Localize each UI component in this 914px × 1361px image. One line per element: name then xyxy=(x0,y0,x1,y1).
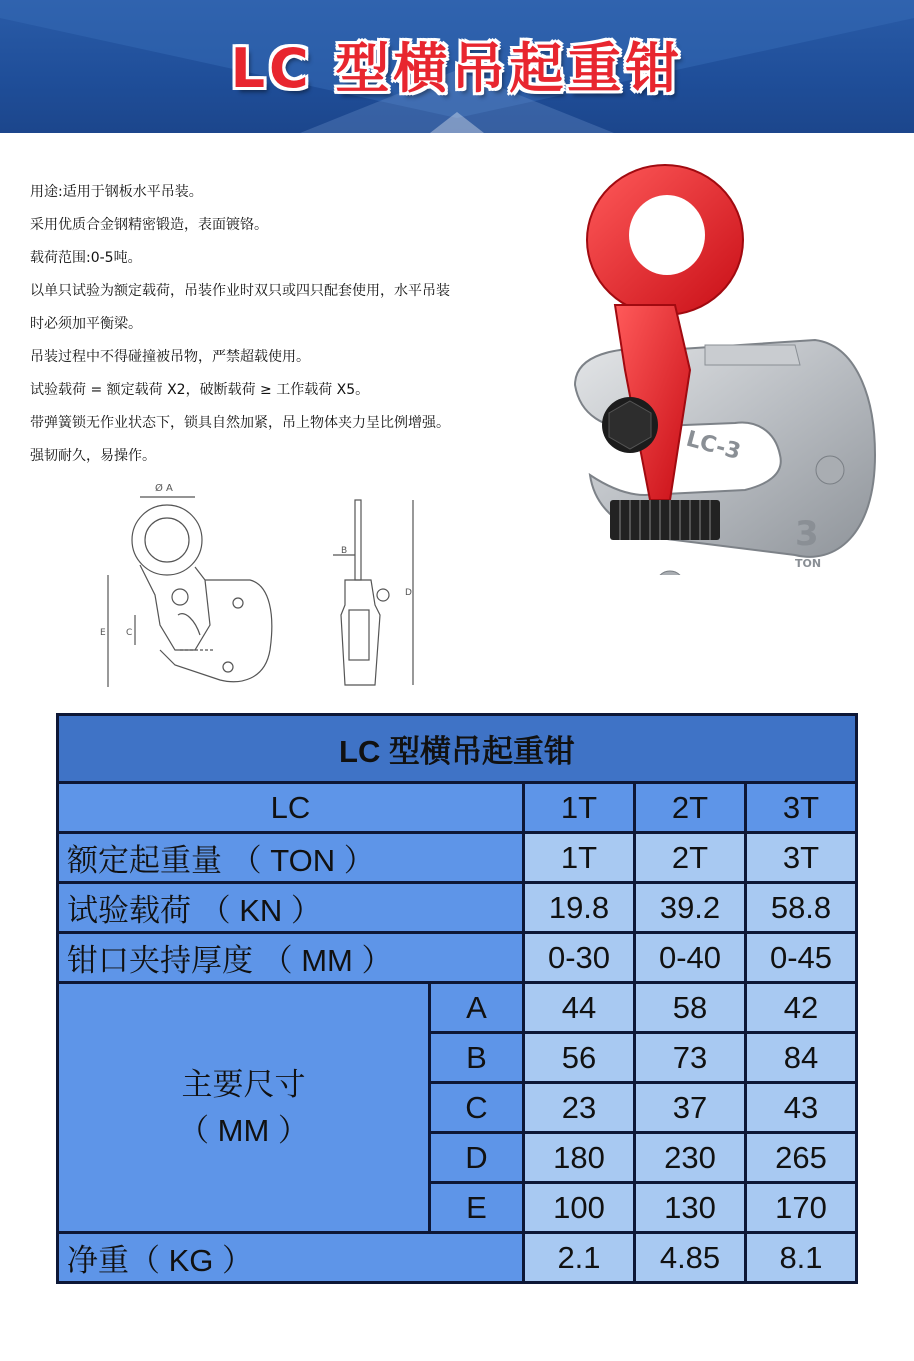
table-cell: 4.85 xyxy=(635,1233,746,1283)
table-cell: 265 xyxy=(746,1133,857,1183)
table-cell: 23 xyxy=(524,1083,635,1133)
table-cell: 42 xyxy=(746,983,857,1033)
table-cell: 44 xyxy=(524,983,635,1033)
table-cell: 170 xyxy=(746,1183,857,1233)
table-cell: 43 xyxy=(746,1083,857,1133)
row-label-net-weight: 净重（ KG ） xyxy=(58,1233,524,1283)
table-cell: 3T xyxy=(746,833,857,883)
table-cell: 58 xyxy=(635,983,746,1033)
row-label-main-dimensions xyxy=(58,983,430,1233)
table-cell: 100 xyxy=(524,1183,635,1233)
desc-line: 以单只试验为额定载荷，吊装作业时双只或四只配套使用，水平吊装 xyxy=(30,283,450,299)
table-row xyxy=(58,983,857,1033)
desc-line: 载荷范围:0-5吨。 xyxy=(30,250,142,266)
row-label-jaw-thickness: 钳口夹持厚度 （ MM ） xyxy=(58,933,524,983)
dimension-key: B xyxy=(430,1033,524,1083)
dimension-label-c: C xyxy=(126,628,133,638)
table-cell: 0-45 xyxy=(746,933,857,983)
table-cell: 180 xyxy=(524,1133,635,1183)
desc-line: 吊装过程中不得碰撞被吊物，严禁超载使用。 xyxy=(30,349,310,365)
table-cell: 230 xyxy=(635,1133,746,1183)
page-title: LC 型横吊起重钳 xyxy=(230,37,684,100)
dimension-label-e: E xyxy=(100,628,106,638)
table-cell: 8.1 xyxy=(746,1233,857,1283)
dimension-key: C xyxy=(430,1083,524,1133)
unit-stamp: TON xyxy=(795,557,822,570)
table-cell: 2.1 xyxy=(524,1233,635,1283)
header-capacity-2: 2T xyxy=(635,783,746,833)
desc-line: 采用优质合金钢精密锻造，表面镀铬。 xyxy=(30,217,268,233)
table-cell: 130 xyxy=(635,1183,746,1233)
desc-line: 带弹簧锁无作业状态下，锁具自然加紧，吊上物体夹力呈比例增强。 xyxy=(30,415,450,431)
table-cell: 2T xyxy=(635,833,746,883)
product-photo xyxy=(555,155,905,575)
header-capacity-3: 3T xyxy=(746,783,857,833)
side-view-drawing xyxy=(325,495,425,695)
table-cell: 19.8 xyxy=(524,883,635,933)
desc-line: 用途:适用于钢板水平吊装。 xyxy=(30,184,203,200)
table-title: LC 型横吊起重钳 xyxy=(58,715,857,783)
header-capacity-1: 1T xyxy=(524,783,635,833)
dimension-label-b: B xyxy=(341,546,348,556)
row-label-rated-load: 额定起重量 （ TON ） xyxy=(58,833,524,883)
table-cell: 0-40 xyxy=(635,933,746,983)
front-view-drawing xyxy=(100,475,290,695)
dimension-key: E xyxy=(430,1183,524,1233)
table-cell: 73 xyxy=(635,1033,746,1083)
dimension-key: A xyxy=(430,983,524,1033)
table-cell: 58.8 xyxy=(746,883,857,933)
table-cell: 1T xyxy=(524,833,635,883)
dimension-label-a: Ø A xyxy=(155,483,173,494)
body-stamp: LC-3 xyxy=(683,426,744,466)
desc-line: 强韧耐久，易操作。 xyxy=(30,448,156,464)
table-row xyxy=(58,1233,857,1283)
product-description xyxy=(30,176,550,473)
table-cell: 0-30 xyxy=(524,933,635,983)
title-banner xyxy=(0,0,914,133)
row-label-test-load: 试验载荷 （ KN ） xyxy=(58,883,524,933)
jaw-stamp: 3 xyxy=(795,514,819,554)
dimension-key: D xyxy=(430,1133,524,1183)
desc-line: 时必须加平衡梁。 xyxy=(30,316,142,332)
header-label: LC xyxy=(58,783,524,833)
table-row xyxy=(58,833,857,883)
desc-line: 试验载荷 = 额定载荷 X2，破断载荷 ≥ 工作载荷 X5。 xyxy=(30,382,370,398)
table-row xyxy=(58,883,857,933)
dimension-label-d: D xyxy=(405,588,412,598)
table-row xyxy=(58,933,857,983)
dimensions-label-line1: 主要尺寸 xyxy=(181,1066,306,1102)
spec-table xyxy=(56,713,858,1284)
table-cell: 39.2 xyxy=(635,883,746,933)
table-cell: 84 xyxy=(746,1033,857,1083)
dimensions-label-line2: （ MM ） xyxy=(178,1112,309,1148)
table-cell: 37 xyxy=(635,1083,746,1133)
table-cell: 56 xyxy=(524,1033,635,1083)
